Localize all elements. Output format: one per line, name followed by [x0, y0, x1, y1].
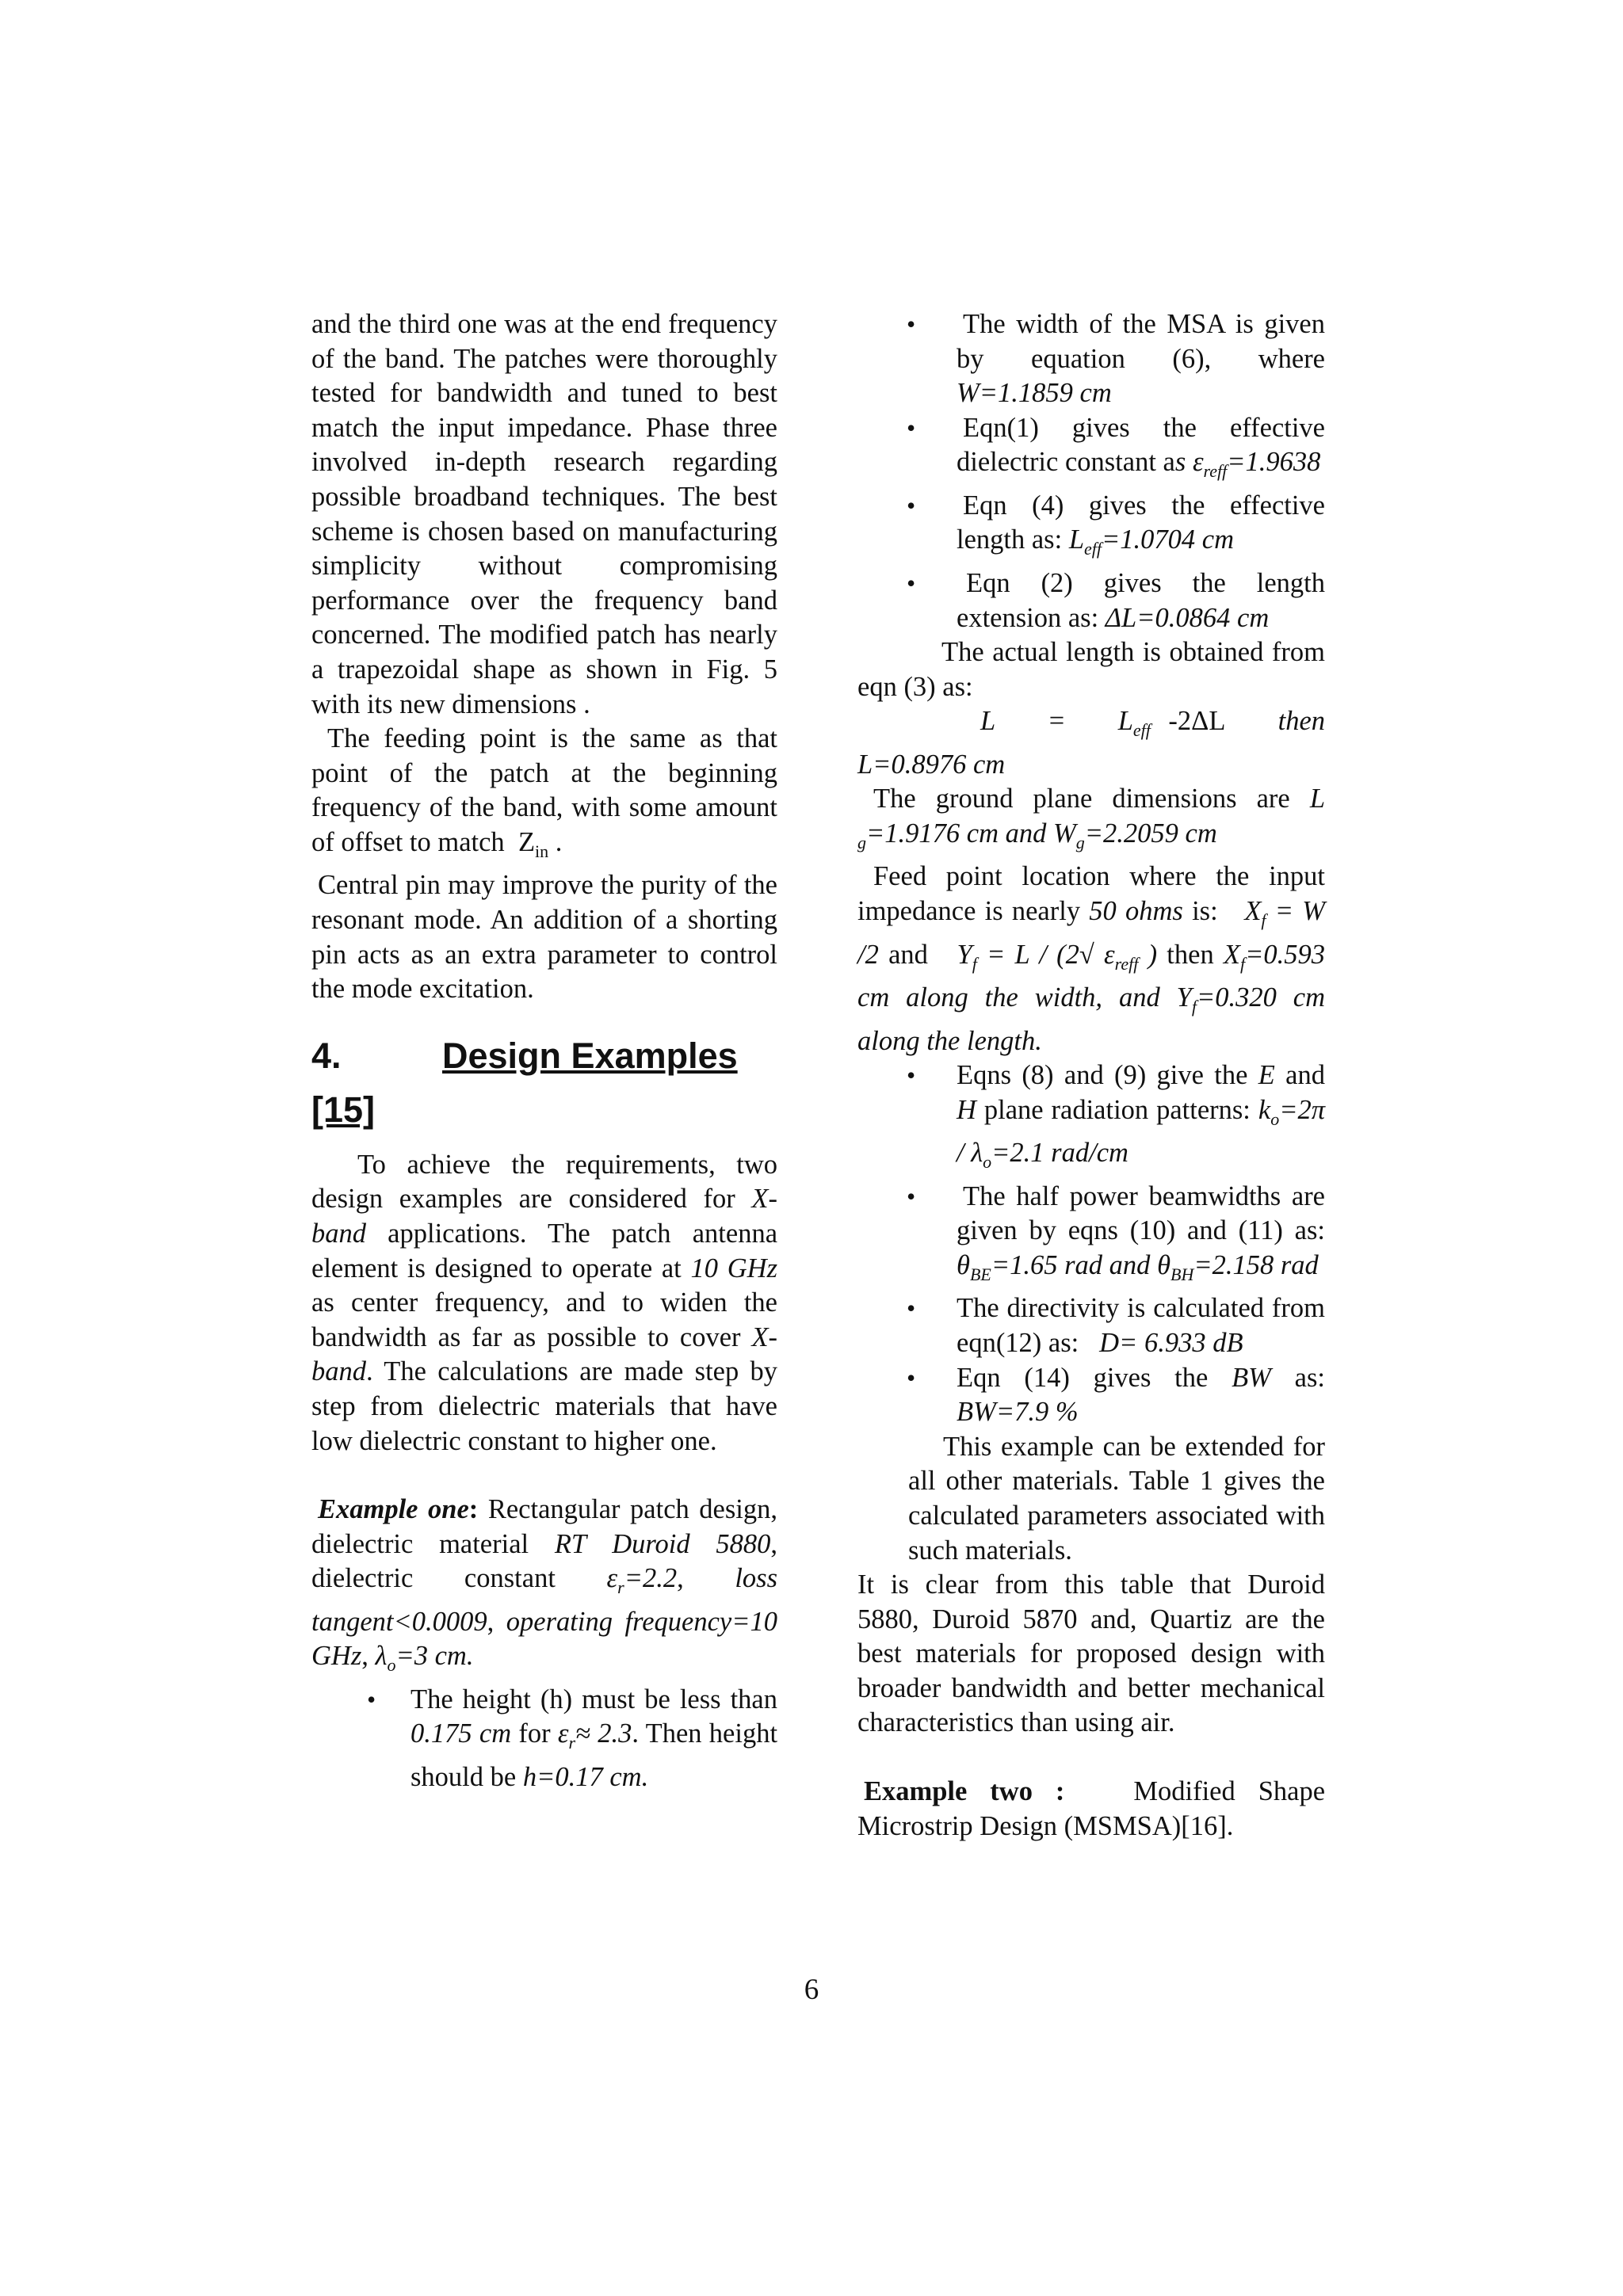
- spacer: [311, 1459, 777, 1493]
- section-heading: [311, 1029, 777, 1083]
- list-item-height: • The height (h) must be less than 0.175 cm for $\varepsilon_r\approx 2.3$. Then height should be h=0.17 cm.: [311, 1683, 777, 1795]
- left-bullet-list: [311, 1683, 777, 1795]
- list-item-effective-dielectric: • Eqn(1) gives the effective dielectric constant as $\varepsilon_{reff}=1.9638$: [857, 411, 1325, 489]
- paragraph-example-one: Example one: Rectangular patch design, dielectric material RT Duroid 5880, dielectric constant $\varepsilon_r=2.2$, loss tangent<0.0009, operating frequency=10 GHz, $\lambda_o=3$ cm.: [311, 1494, 778, 1676]
- paragraph-ground-plane: The ground plane dimensions are L $_g$=1.9176 cm and $W_g=2.2059$ cm: [857, 784, 1326, 852]
- list-item-bandwidth: • Eqn (14) gives the BW as: BW=7.9 %: [857, 1361, 1325, 1430]
- right-bullet-list-2: [857, 1058, 1325, 1430]
- paragraph-extend: This example can be extended for all other materials. Table 1 gives the calculated parameters associated with such materials.: [908, 1431, 1325, 1566]
- right-bullet-list-1: [857, 307, 1325, 635]
- paragraph-feeding-point: The feeding point is the same as that point of the patch at the beginning frequency of the band, with some amount of offset to match $Z_{in}$ .: [311, 723, 777, 861]
- list-item-width: • The width of the MSA is given by equation (6), where W=1.1859 cm: [857, 307, 1325, 411]
- page-number: 6: [804, 1974, 819, 2006]
- left-column: [311, 307, 777, 1795]
- paragraph-requirements: To achieve the requirements, two design examples are considered for X-band applications. The patch antenna element is designed to operate at 10 GHz as center frequency, and to widen the bandwidth as far as possible to cover X-band. The calculations are made step by step from dielectric materials that have low dielectric constant to higher one.: [311, 1149, 778, 1456]
- section-reference: [15]: [311, 1089, 376, 1130]
- paragraph-feed-point: Feed point location where the input impedance is nearly 50 ohms is: $X_f = W$ /2 and $Y_f = L / (2√$ $\varepsilon_{reff}$ ) then $X_f=0.593$ cm along the width, and $Y_f=0.320$ cm along the length.: [857, 861, 1326, 1056]
- paragraph-example-two: Example two : Modified Shape Microstrip Design (MSMSA)[16].: [857, 1776, 1326, 1841]
- paragraph-conclusion: It is clear from this table that Duroid 5880, Duroid 5870 and, Quartiz are the best materials for proposed design with broader bandwidth and better mechanical characteristics than using air.: [857, 1569, 1325, 1738]
- equation-length-result: L=0.8976 cm: [857, 749, 1006, 780]
- spacer: [857, 1741, 1325, 1775]
- example-one-label: Example one: [318, 1494, 469, 1525]
- list-item-length-extension: • Eqn (2) gives the length extension as: ΔL=0.0864 cm: [857, 566, 1325, 635]
- paragraph-intro: and the third one was at the end frequency of the band. The patches were thoroughly tested for bandwidth and tuned to best match the input impedance. Phase three involved in-depth research regarding possible broadband techniques. The best scheme is chosen based on manufacturing simplicity without compromising performance over the frequency band concerned. The modified patch has nearly a trapezoidal shape as shown in Fig. 5 with its new dimensions .: [311, 309, 777, 719]
- paragraph-central-pin: Central pin may improve the purity of the resonant mode. An addition of a shorting pin acts as an extra parameter to control the mode excitation.: [311, 870, 777, 1005]
- equation-length: L = $L_{eff}$ -2ΔL then: [980, 706, 1326, 741]
- right-column: [857, 307, 1325, 1844]
- list-item-beamwidths: • The half power beamwidths are given by eqns (10) and (11) as: $\theta_{BE}=1.65$ rad and $\theta_{BH}=2.158$ rad: [857, 1180, 1325, 1292]
- section-number: 4.: [311, 1035, 342, 1076]
- list-item-radiation-patterns: • Eqns (8) and (9) give the E and H plane radiation patterns: $k_o=2\pi / \lambda_o=2.1$ rad/cm: [857, 1058, 1325, 1180]
- example-two-label: Example two :: [864, 1776, 1065, 1807]
- list-item-directivity: • The directivity is calculated from eqn(12) as: D= 6.933 dB: [857, 1291, 1325, 1360]
- paragraph-actual-length: The actual length is obtained from eqn (3) as:: [857, 637, 1325, 702]
- list-item-effective-length: • Eqn (4) gives the effective length as: $L_{eff}=1.0704$ cm: [857, 489, 1325, 566]
- section-title: Design Examples: [442, 1035, 738, 1076]
